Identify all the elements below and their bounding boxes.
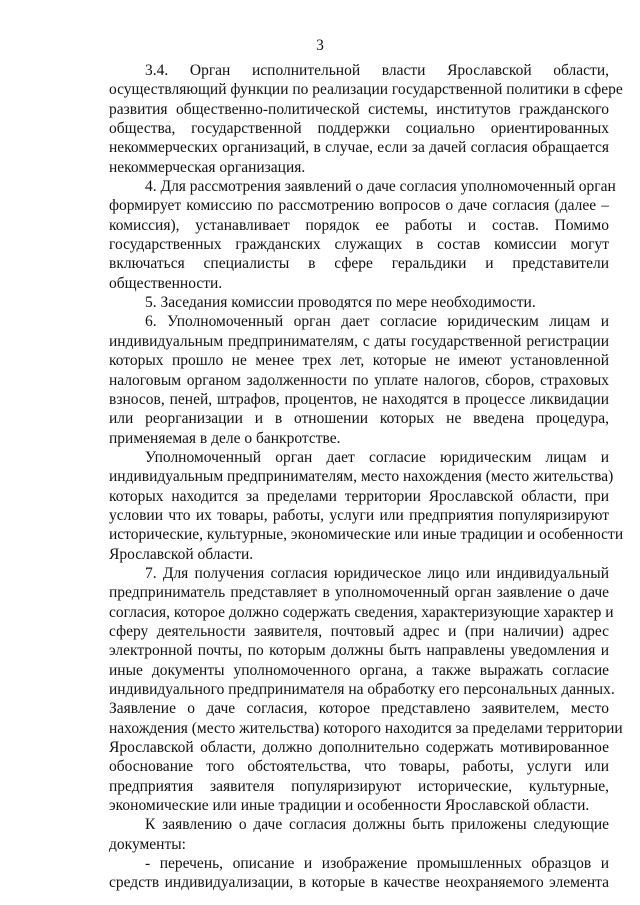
text-line: 4. Для рассмотрения заявлений о даче согласия уполномоченный орган: [145, 178, 616, 196]
text-line: Уполномоченный орган дает согласие юридическим лицам и: [145, 448, 609, 466]
text-line: электронной почты, по которым должны быть направлены уведомления и: [109, 642, 609, 660]
text-line: документы:: [109, 835, 186, 853]
text-line: применяемая в деле о банкротстве.: [109, 429, 341, 447]
text-line: согласия, которое должно содержать сведения, характеризующие характер и: [109, 603, 614, 621]
text-line: 3.4. Орган исполнительной власти Ярославской области,: [145, 62, 609, 79]
text-line: которых прошло не менее трех лет, которые не имеют установленной: [109, 352, 609, 370]
text-line: индивидуальным предпринимателям, с даты государственной регистрации: [109, 332, 609, 350]
paragraph-6: [109, 312, 609, 447]
text-line: некоммерческая организация.: [109, 158, 306, 176]
text-line: иные документы уполномоченного органа, а также выражать согласие: [109, 661, 609, 679]
text-line: осуществляющий функции по реализации государственной политики в сфере: [109, 81, 623, 99]
text-line: условии что их товары, работы, услуги или предприятия популяризируют: [109, 506, 609, 524]
text-line: предприятия заявителя популяризируют исторические, культурные,: [109, 777, 609, 795]
text-line: средств индивидуализации, в которые в качестве неохраняемого элемента: [109, 874, 609, 892]
text-line: налоговым органом задолженности по уплате налогов, сборов, страховых: [109, 371, 609, 389]
text-line: К заявлению о даче согласия должны быть приложены следующие: [145, 816, 609, 834]
text-line: 6. Уполномоченный орган дает согласие юридическим лицам и: [145, 313, 609, 331]
text-line: которых находится за пределами территории Ярославской области, при: [109, 487, 609, 505]
text-line: 7. Для получения согласия юридическое лицо или индивидуальный: [145, 564, 609, 582]
page-number: 3: [316, 37, 324, 54]
paragraph-5: [109, 293, 609, 312]
text-line: нахождения (место жительства) которого находится за пределами территории: [109, 719, 623, 737]
text-line: Ярославской области.: [109, 545, 254, 563]
text-line: исторические, культурные, экономические или иные традиции и особенности: [109, 526, 624, 544]
text-line: обоснование того обстоятельства, что товары, работы, услуги или: [109, 758, 609, 776]
text-line: некоммерческих организаций, в случае, если за дачей согласия обращается: [109, 139, 609, 157]
text-line: включаться специалисты в сфере геральдики и представители: [109, 255, 609, 273]
text-line: или реорганизации и в отношении которых не введена процедура,: [109, 410, 609, 428]
paragraph-6-second: [109, 448, 624, 564]
text-line: формирует комиссию по рассмотрению вопросов о даче согласия (далее –: [109, 197, 609, 215]
text-line: экономические или иные традиции и особенности Ярославской области.: [109, 797, 590, 815]
text-line: взносов, пеней, штрафов, процентов, не находятся в процессе ликвидации: [109, 390, 609, 408]
text-line: предприниматель представляет в уполномоченный орган заявление о даче: [109, 584, 609, 602]
document-body: [109, 61, 624, 893]
paragraph-3-4: [109, 61, 623, 177]
paragraph-7-attachments: [109, 815, 609, 854]
text-line: Ярославской области, должно дополнительно содержать мотивированное: [109, 739, 609, 757]
text-line: сферу деятельности заявителя, почтовый адрес и (при наличии) адрес: [109, 622, 609, 640]
text-line: индивидуального предпринимателя на обработку его персональных данных.: [109, 681, 615, 698]
text-line: 5. Заседания комиссии проводятся по мере необходимости.: [145, 294, 536, 312]
attachment-list-item: [109, 854, 609, 893]
text-line: комиссия), устанавливает порядок ее работы и состав. Помимо: [109, 216, 609, 234]
text-line: развития общественно-политической системы, институтов гражданского: [109, 100, 609, 118]
paragraph-4: [109, 177, 616, 293]
text-line: - перечень, описание и изображение промышленных образцов и: [145, 855, 609, 873]
paragraph-7: [109, 564, 623, 815]
text-line: индивидуальным предпринимателям, место нахождения (место жительства): [109, 468, 614, 486]
text-line: государственных гражданских служащих в состав комиссии могут: [109, 236, 609, 254]
text-line: общественности.: [109, 274, 223, 292]
text-line: Заявление о даче согласия, которое представлено заявителем, место: [109, 700, 609, 718]
text-line: общества, государственной поддержки социально ориентированных: [109, 120, 609, 138]
